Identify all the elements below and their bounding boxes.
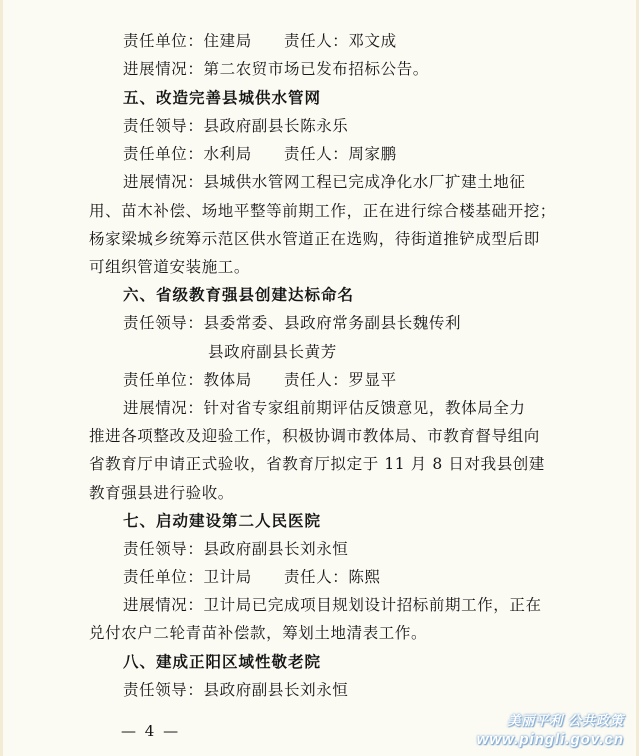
text-line: 责任单位：教体局 责任人：罗显平 (123, 371, 397, 389)
text-line: 杨家梁城乡统筹示范区供水管道正在选购，待街道推铲成型后即 (89, 230, 540, 248)
text-line: 兑付农户二轮青苗补偿款，筹划土地清表工作。 (89, 624, 428, 642)
text-line: 责任领导：县政府副县长陈永乐 (123, 117, 349, 135)
page-number: — 4 — (121, 722, 181, 740)
text-line: 责任单位：卫计局 责任人：陈熙 (123, 568, 381, 586)
text-line: 用、苗木补偿、场地平整等前期工作，正在进行综合楼基础开挖； (89, 202, 556, 220)
text-line: 推进各项整改及迎验工作，积极协调市教体局、市教育督导组向 (89, 427, 540, 445)
watermark-slogan: 美丽平利 公共政策 (507, 713, 624, 728)
text-line: 县政府副县长黄芳 (208, 343, 337, 361)
text-line: 责任领导：县委常委、县政府常务副县长魏传利 (123, 314, 462, 332)
section-heading: 六、省级教育强县创建达标命名 (123, 285, 355, 304)
text-line: 进展情况：卫计局已完成项目规划设计招标前期工作，正在 (123, 596, 542, 614)
watermark-url: www.pingli.gov.cn (476, 731, 624, 748)
text-line: 进展情况：县城供水管网工程已完成净化水厂扩建土地征 (123, 173, 526, 191)
text-line: 责任单位：住建局 责任人：邓文成 (123, 32, 397, 50)
section-heading: 七、启动建设第二人民医院 (123, 511, 322, 530)
text-line: 进展情况：针对省专家组前期评估反馈意见，教体局全力 (123, 399, 526, 417)
text-line: 责任单位：水利局 责任人：周家鹏 (123, 145, 397, 163)
text-line: 可组织管道安装施工。 (89, 258, 251, 276)
text-line: 教育强县进行验收。 (89, 484, 234, 502)
text-line: 进展情况：第二农贸市场已发布招标公告。 (123, 60, 429, 78)
section-heading: 五、改造完善县城供水管网 (123, 88, 322, 107)
text-line: 责任领导：县政府副县长刘永恒 (123, 681, 349, 699)
section-heading: 八、建成正阳区域性敬老院 (123, 652, 322, 671)
text-line: 责任领导：县政府副县长刘永恒 (123, 540, 349, 558)
text-line: 省教育厅申请正式验收，省教育厅拟定于 11 月 8 日对我县创建 (89, 455, 545, 473)
site-watermark (477, 710, 624, 748)
